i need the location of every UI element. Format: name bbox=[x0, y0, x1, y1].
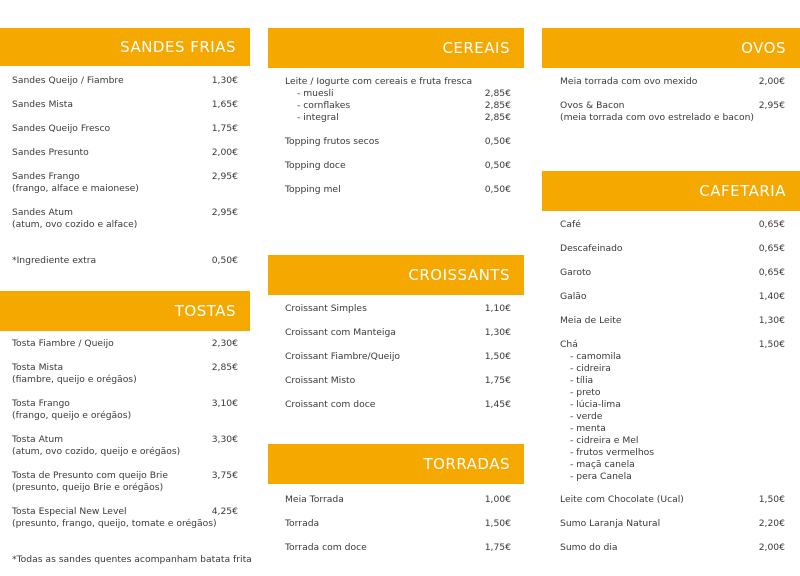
cereais-header: CEREAIS bbox=[268, 28, 524, 68]
menu-item-name: Tosta Mista bbox=[12, 362, 64, 373]
menu-item-desc: (fiambre, queijo e orégãos) bbox=[12, 374, 137, 385]
menu-item-price: 2,00€ bbox=[758, 542, 785, 553]
menu-item-name: Café bbox=[560, 219, 581, 230]
menu-item-price: 0,65€ bbox=[758, 243, 785, 254]
menu-item-name: Sandes Presunto bbox=[12, 147, 89, 158]
menu-item-price: 2,85€ bbox=[211, 362, 238, 373]
menu-item-name: Topping frutos secos bbox=[285, 136, 380, 147]
menu-item-name: *Ingrediente extra bbox=[12, 255, 97, 266]
menu-item-price: 3,75€ bbox=[211, 470, 238, 481]
menu-item-price: 2,00€ bbox=[211, 147, 238, 158]
tea-option: - preto bbox=[570, 387, 601, 398]
menu-item-price: 0,50€ bbox=[484, 184, 511, 195]
tostas-header: TOSTAS bbox=[0, 291, 250, 331]
menu-item-name: Tosta Fiambre / Queijo bbox=[12, 338, 114, 349]
menu-item-name: Torrada com doce bbox=[285, 542, 367, 553]
menu-item-desc: (presunto, frango, queijo, tomate e orégãos) bbox=[12, 518, 217, 529]
menu-item-name: Leite com Chocolate (Ucal) bbox=[560, 494, 684, 505]
menu-item-name: Croissant com doce bbox=[285, 399, 376, 410]
cafetaria-header: CAFETARIA bbox=[542, 171, 800, 211]
menu-item-name: Croissant Fiambre/Queijo bbox=[285, 351, 401, 362]
menu-item-price: 2,95€ bbox=[211, 207, 238, 218]
tostas-footnote: *Todas as sandes quentes acompanham batata frita bbox=[12, 554, 252, 565]
menu-item-name: Croissant Simples bbox=[285, 303, 367, 314]
menu-item-name: Meia de Leite bbox=[560, 315, 622, 326]
menu-item-price: 1,75€ bbox=[484, 375, 511, 386]
menu-item-price: 0,65€ bbox=[758, 219, 785, 230]
tea-option: - cidreira bbox=[570, 363, 611, 374]
tea-option: - verde bbox=[570, 411, 603, 422]
menu-item-name: Tosta Frango bbox=[12, 398, 70, 409]
menu-item-name: Descafeinado bbox=[560, 243, 623, 254]
tea-option: - frutos vermelhos bbox=[570, 447, 655, 458]
tea-option: - camomila bbox=[570, 351, 622, 362]
menu-item-name: Leite / Iogurte com cereais e fruta fresca bbox=[285, 76, 473, 87]
menu-item-price: 4,25€ bbox=[211, 506, 238, 517]
menu-item-price: 1,30€ bbox=[211, 75, 238, 86]
menu-item-name: Galão bbox=[560, 291, 587, 302]
menu-item-price: 1,50€ bbox=[758, 339, 785, 350]
menu-item-name: Sumo Laranja Natural bbox=[560, 518, 661, 529]
menu-item-name: Topping mel bbox=[285, 184, 341, 195]
menu-item-price: 2,20€ bbox=[758, 518, 785, 529]
menu-item-name: Croissant com Manteiga bbox=[285, 327, 396, 338]
menu-item-name: Sandes Mista bbox=[12, 99, 73, 110]
menu-item-name: Meia torrada com ovo mexido bbox=[560, 76, 698, 87]
tea-option: - menta bbox=[570, 423, 606, 434]
menu-item-name: Croissant Misto bbox=[285, 375, 356, 386]
menu-item-desc: (frango, queijo e orégãos) bbox=[12, 410, 132, 421]
menu-item-price: 2,30€ bbox=[211, 338, 238, 349]
menu-item-name: Chá bbox=[560, 339, 578, 350]
menu-item-price: 1,50€ bbox=[484, 351, 511, 362]
menu-item-desc: (atum, ovo cozido, queijo e orégãos) bbox=[12, 446, 181, 457]
menu-item-name: Torrada bbox=[285, 518, 320, 529]
tea-option: - maçã canela bbox=[570, 459, 635, 470]
menu-item-price: 1,30€ bbox=[758, 315, 785, 326]
menu-item-price: 1,65€ bbox=[211, 99, 238, 110]
menu-item-name: Ovos & Bacon bbox=[560, 100, 625, 111]
menu-item-price: 1,10€ bbox=[484, 303, 511, 314]
croissants-header: CROISSANTS bbox=[268, 255, 524, 295]
menu-item-name: Tosta Especial New Level bbox=[12, 506, 127, 517]
menu-item-desc: (presunto, queijo Brie e orégãos) bbox=[12, 482, 164, 493]
menu-item-price: 0,50€ bbox=[484, 160, 511, 171]
menu-item-price: 1,75€ bbox=[211, 123, 238, 134]
menu-item-name: Tosta de Presunto com queijo Brie bbox=[12, 470, 168, 481]
menu-item-price: 3,10€ bbox=[211, 398, 238, 409]
tea-option: - tília bbox=[570, 375, 594, 386]
menu-item-price: 1,50€ bbox=[484, 518, 511, 529]
menu-item-name: Sumo do dia bbox=[560, 542, 618, 553]
menu-item-name: Sandes Queijo Fresco bbox=[12, 123, 111, 134]
menu-item-price: 2,95€ bbox=[758, 100, 785, 111]
menu-item-price: 2,85€ bbox=[484, 88, 511, 99]
menu-item-price: 1,50€ bbox=[758, 494, 785, 505]
menu-item-price: 0,50€ bbox=[211, 255, 238, 266]
tea-option: - lúcia-lima bbox=[570, 399, 621, 410]
menu-option-name: - integral bbox=[297, 112, 339, 123]
menu-item-name: Topping doce bbox=[285, 160, 346, 171]
menu-item-price: 2,85€ bbox=[484, 100, 511, 111]
menu-item-price: 1,75€ bbox=[484, 542, 511, 553]
menu-item-name: Sandes Queijo / Fiambre bbox=[12, 75, 124, 86]
menu-item-price: 1,40€ bbox=[758, 291, 785, 302]
menu-item-price: 3,30€ bbox=[211, 434, 238, 445]
menu-item-price: 0,50€ bbox=[484, 136, 511, 147]
menu-item-name: Garoto bbox=[560, 267, 592, 278]
menu-option-name: - cornflakes bbox=[297, 100, 351, 111]
menu-item-price: 1,45€ bbox=[484, 399, 511, 410]
menu-item-price: 2,85€ bbox=[484, 112, 511, 123]
menu-item-name: Tosta Atum bbox=[12, 434, 64, 445]
menu-item-desc: (meia torrada com ovo estrelado e bacon) bbox=[560, 112, 755, 123]
tea-option: - cidreira e Mel bbox=[570, 435, 639, 446]
menu-item-desc: (frango, alface e maionese) bbox=[12, 183, 139, 194]
torradas-header: TORRADAS bbox=[268, 444, 524, 484]
ovos-header: OVOS bbox=[542, 28, 800, 68]
menu-item-name: Meia Torrada bbox=[285, 494, 344, 505]
menu-item-price: 1,30€ bbox=[484, 327, 511, 338]
menu-item-price: 2,95€ bbox=[211, 171, 238, 182]
menu-item-desc: (atum, ovo cozido e alface) bbox=[12, 219, 138, 230]
tea-option: - pera Canela bbox=[570, 471, 632, 482]
menu-option-name: - muesli bbox=[297, 88, 334, 99]
sandes-frias-header: SANDES FRIAS bbox=[0, 28, 250, 66]
menu-item-price: 2,00€ bbox=[758, 76, 785, 87]
menu-item-name: Sandes Frango bbox=[12, 171, 80, 182]
menu-item-price: 0,65€ bbox=[758, 267, 785, 278]
menu-item-name: Sandes Atum bbox=[12, 207, 73, 218]
menu-item-price: 1,00€ bbox=[484, 494, 511, 505]
